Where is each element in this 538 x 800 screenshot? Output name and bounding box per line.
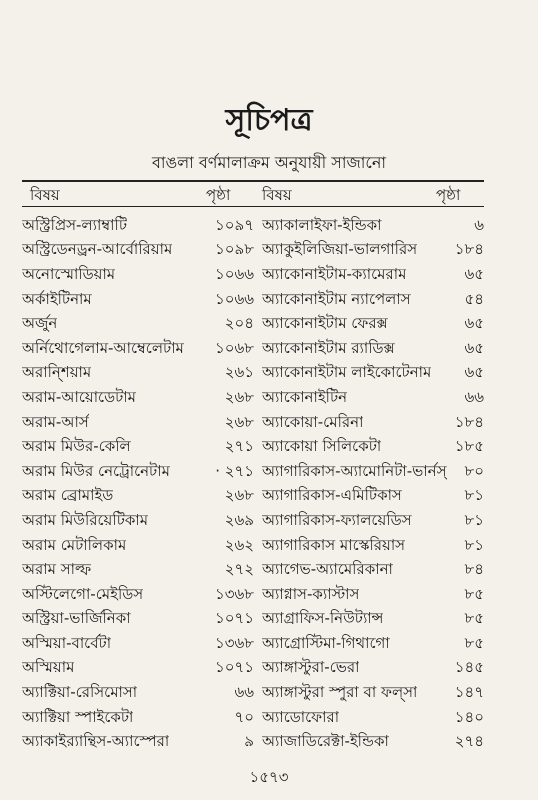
entry-page: ৮০ xyxy=(464,461,484,480)
entry-page: ১৮৫ xyxy=(454,437,484,456)
list-item xyxy=(22,337,254,362)
entry-page: ৬৬ xyxy=(234,683,254,702)
entry-page: ৬৫ xyxy=(464,363,484,382)
table-top-rule xyxy=(22,180,484,182)
list-item xyxy=(22,312,254,337)
list-item xyxy=(22,435,254,460)
entry-subject: অরাম মিউর নেট্রোনেটাম xyxy=(22,461,170,480)
list-item xyxy=(22,583,254,608)
entry-subject: অস্ট্রিডেনড্রন-আর্বোরিয়াম xyxy=(22,240,173,259)
list-item xyxy=(22,288,254,313)
entry-page: ২৭৪ xyxy=(454,732,484,751)
list-item xyxy=(22,509,254,534)
list-item xyxy=(262,312,484,337)
right-column xyxy=(262,214,484,755)
header-right-page: পৃষ্ঠা xyxy=(436,186,461,204)
list-item xyxy=(262,411,484,436)
entry-subject: অ্যাকুইলিজিয়া-ভালগারিস xyxy=(262,240,418,259)
entry-page: ৮৫ xyxy=(464,609,484,628)
header-left-subject: বিষয় xyxy=(30,186,60,204)
list-item xyxy=(262,239,484,264)
entry-page: ৮৫ xyxy=(464,584,484,603)
entry-page: ১০৯৮ xyxy=(215,240,254,259)
entry-page: ১৮৪ xyxy=(454,240,484,259)
header-left-page: পৃষ্ঠা xyxy=(206,186,231,204)
table-header-rule xyxy=(22,206,484,207)
entry-page: ১৮৪ xyxy=(454,412,484,431)
entry-subject: অর্জুন xyxy=(22,314,58,333)
list-item xyxy=(22,460,254,485)
entry-page: ২৬৯ xyxy=(224,510,254,529)
entry-subject: অ্যাক্টিয়া স্পাইকেটা xyxy=(22,707,134,726)
list-item xyxy=(262,337,484,362)
entry-page: ২৬২ xyxy=(224,535,254,554)
entry-page: · ২৭১ xyxy=(215,461,254,480)
list-item xyxy=(22,386,254,411)
entry-page: ২০৪ xyxy=(224,314,254,333)
list-item xyxy=(22,558,254,583)
entry-page: ৬ xyxy=(474,215,484,234)
list-item xyxy=(22,534,254,559)
page-title: সূচিপত্র xyxy=(225,103,313,138)
entry-subject: অরাম মিউরিয়েটিকাম xyxy=(22,510,149,529)
entry-subject: অরাম মেটালিকাম xyxy=(22,535,127,554)
entry-subject: অ্যাঙ্গাস্টুরা-ভেরা xyxy=(262,658,360,677)
page-number: ১৫৭৩ xyxy=(249,768,289,786)
entry-page: ২৬৮ xyxy=(224,486,254,505)
list-item xyxy=(262,730,484,755)
entry-page: ৮১ xyxy=(464,535,484,554)
list-item xyxy=(22,239,254,264)
list-item xyxy=(262,706,484,731)
entry-subject: অ্যাক্টিয়া-রেসিমোসা xyxy=(22,683,138,702)
entry-subject: অ্যাগারিকাস-ফ্যালয়েডিস xyxy=(262,510,412,529)
entry-page: ২৬৮ xyxy=(224,387,254,406)
entry-page: ২৬১ xyxy=(224,363,254,382)
header-right-subject: বিষয় xyxy=(262,186,292,204)
entry-page: ৫৪ xyxy=(464,289,484,308)
list-item xyxy=(22,681,254,706)
list-item xyxy=(22,657,254,682)
list-item xyxy=(22,362,254,387)
list-item xyxy=(262,608,484,633)
list-item xyxy=(262,460,484,485)
entry-subject: অ্যাগারিকাস-এমিটিকাস xyxy=(262,486,402,505)
entry-subject: অ্যাকোয়া সিলিকেটা xyxy=(262,437,382,456)
list-item xyxy=(262,386,484,411)
list-item xyxy=(262,534,484,559)
entry-page: ১০৯৭ xyxy=(215,215,254,234)
entry-page: ৯ xyxy=(244,732,254,751)
list-item xyxy=(262,657,484,682)
entry-page: ৮১ xyxy=(464,486,484,505)
entry-subject: অ্যাকালাইফা-ইন্ডিকা xyxy=(262,215,382,234)
page-subtitle: বাঙলা বর্ণমালাক্রম অনুযায়ী সাজানো xyxy=(151,153,387,172)
entry-page: ৬৬ xyxy=(464,387,484,406)
entry-page: ৮৪ xyxy=(464,560,484,579)
entry-page: ৮১ xyxy=(464,510,484,529)
list-item xyxy=(262,558,484,583)
entry-subject: অর্কাইটিনাম xyxy=(22,289,92,308)
list-item xyxy=(22,706,254,731)
entry-subject: অ্যাগ্নাস-ক্যাস্টাস xyxy=(262,584,360,603)
entry-subject: অরাম ব্রোমাইড xyxy=(22,486,114,505)
list-item xyxy=(22,485,254,510)
list-item xyxy=(22,263,254,288)
list-item xyxy=(262,509,484,534)
entry-page: ৬৫ xyxy=(464,314,484,333)
entry-subject: অ্যাকোনাইটাম র‍্যাডিক্স xyxy=(262,338,395,357)
entry-page: ৭০ xyxy=(234,707,254,726)
entry-subject: অ্যাগারিকাস মাস্কেরিয়াস xyxy=(262,535,406,554)
entry-subject: অ্যাগারিকাস-অ্যামোনিটা-ভার্নস্ xyxy=(262,461,447,480)
entry-subject: অ্যাকোনাইটাম ফেরক্স xyxy=(262,314,388,333)
entry-subject: অনোস্মোডিয়াম xyxy=(22,264,116,283)
entry-subject: অস্মিয়াম xyxy=(22,658,75,677)
list-item xyxy=(22,632,254,657)
list-item xyxy=(22,411,254,436)
list-item xyxy=(262,263,484,288)
entry-subject: অ্যাকোনাইটিন xyxy=(262,387,348,406)
entry-subject: অ্যাকোনাইটাম লাইকোটেনাম xyxy=(262,363,432,382)
entry-page: ৬৫ xyxy=(464,264,484,283)
entry-page: ১০৭১ xyxy=(215,658,254,677)
entry-subject: অ্যাকোয়া-মেরিনা xyxy=(262,412,364,431)
entry-page: ২৬৮ xyxy=(224,412,254,431)
entry-subject: অরাম সাল্ফ xyxy=(22,560,92,579)
entry-subject: অ্যাগেভ-অ্যামেরিকানা xyxy=(262,560,393,579)
entry-subject: অর্নিথোগেলাম-আম্বেলেটাম xyxy=(22,338,184,357)
list-item xyxy=(262,681,484,706)
entry-subject: অ্যাঙ্গাস্টুরা স্পুরা বা ফল্সা xyxy=(262,683,418,702)
list-item xyxy=(262,214,484,239)
entry-page: ১০৬৮ xyxy=(215,338,254,357)
entry-page: ২৭১ xyxy=(224,437,254,456)
list-item xyxy=(22,730,254,755)
entry-page: ১৩৬৮ xyxy=(215,633,254,652)
entry-page: ২৭২ xyxy=(224,560,254,579)
entry-page: ১৪৫ xyxy=(454,658,484,677)
entry-subject: অস্মিয়া-বার্বেটা xyxy=(22,633,112,652)
entry-page: ১৪০ xyxy=(454,707,484,726)
entry-subject: অ্যাজাডিরেক্টা-ইন্ডিকা xyxy=(262,732,389,751)
entry-subject: অ্যাগ্রোস্টিমা-গিথাগো xyxy=(262,633,390,652)
entry-subject: অ্যাগ্রাফিস-নিউট্যান্স xyxy=(262,609,384,628)
list-item xyxy=(22,214,254,239)
entry-subject: অরাম মিউর-কেলি xyxy=(22,437,131,456)
list-item xyxy=(262,485,484,510)
entry-subject: অ্যাকোনাইটাম-ক্যামেরাম xyxy=(262,264,407,283)
entry-subject: অরাম-আয়োডেটাম xyxy=(22,387,136,406)
entry-page: ১০৭১ xyxy=(215,609,254,628)
entry-page: ৬৫ xyxy=(464,338,484,357)
list-item xyxy=(22,608,254,633)
list-item xyxy=(262,288,484,313)
entry-subject: অরান্শিয়াম xyxy=(22,363,92,382)
left-column xyxy=(22,214,254,755)
entry-subject: অরাম-আর্স xyxy=(22,412,89,431)
list-item xyxy=(262,435,484,460)
list-item xyxy=(262,362,484,387)
list-item xyxy=(262,583,484,608)
entry-page: ৮৫ xyxy=(464,633,484,652)
list-item xyxy=(262,632,484,657)
entry-subject: অস্ট্রিয়া-ভার্জিনিকা xyxy=(22,609,131,628)
entry-subject: অ্যাকোনাইটাম ন্যাপেলাস xyxy=(262,289,411,308)
entry-page: ১০৬৬ xyxy=(215,264,254,283)
entry-subject: অ্যাডোফোরা xyxy=(262,707,340,726)
entry-subject: অ্যাকাইর‍্যান্থিস-অ্যাস্পেরা xyxy=(22,732,170,751)
entry-subject: অস্ট্রিপ্রিস-ল্যাম্বাটি xyxy=(22,215,127,234)
entry-subject: অস্টিলেগো-মেইডিস xyxy=(22,584,144,603)
entry-page: ১০৬৬ xyxy=(215,289,254,308)
entry-page: ১৪৭ xyxy=(454,683,484,702)
entry-page: ১৩৬৮ xyxy=(215,584,254,603)
